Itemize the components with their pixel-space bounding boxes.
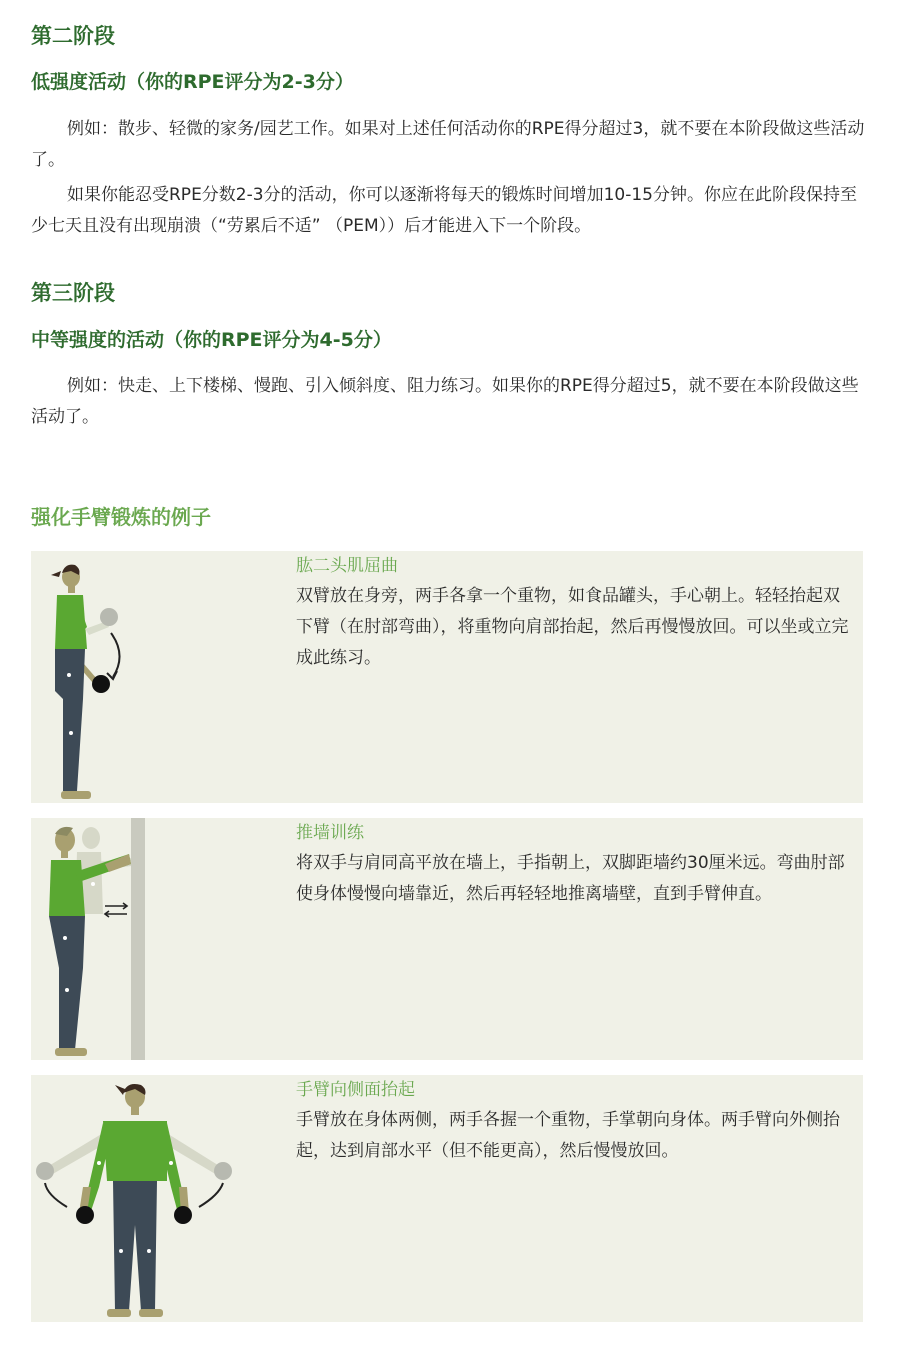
exercise-card-wall-push (31, 818, 863, 1060)
lateral-raise-figure-icon (31, 1075, 271, 1322)
stage2-heading: 第二阶段 (31, 24, 115, 48)
stage3-heading: 第三阶段 (31, 281, 115, 305)
stage2-paragraph-1: 例如：散步、轻微的家务/园艺工作。如果对上述任何活动你的RPE得分超过3，就不要在本阶段做这些活动了。 (31, 119, 865, 170)
exercise-title: 推墙训练 (296, 823, 364, 843)
stage2-subheading: 低强度活动（你的RPE评分为2-3分） (31, 71, 354, 93)
exercise-card-lateral-raise (31, 1075, 863, 1322)
arm-section-heading: 强化手臂锻炼的例子 (31, 505, 211, 529)
exercise-description: 手臂放在身体两侧，两手各握一个重物，手掌朝向身体。两手臂向外侧抬起，达到肩部水平（但不能更高），然后慢慢放回。 (296, 1110, 840, 1161)
stage3-paragraph-1: 例如：快走、上下楼梯、慢跑、引入倾斜度、阻力练习。如果你的RPE得分超过5，就不要在本阶段做这些活动了。 (31, 376, 859, 427)
wall-push-figure-icon (31, 818, 271, 1060)
bicep-curl-figure-icon (31, 551, 271, 803)
exercise-card-bicep-curl (31, 551, 863, 803)
exercise-title: 肱二头肌屈曲 (296, 556, 398, 576)
stage2-paragraph-2: 如果你能忍受RPE分数2-3分的活动，你可以逐渐将每天的锻炼时间增加10-15分钟。你应在此阶段保持至少七天且没有出现崩溃（“劳累后不适” （PEM））后才能进入下一个阶段。 (31, 185, 857, 236)
exercise-description: 双臂放在身旁，两手各拿一个重物，如食品罐头，手心朝上。轻轻抬起双下臂（在肘部弯曲），将重物向肩部抬起，然后再慢慢放回。可以坐或立完成此练习。 (296, 586, 849, 668)
stage3-subheading: 中等强度的活动（你的RPE评分为4-5分） (31, 329, 392, 351)
exercise-title: 手臂向侧面抬起 (296, 1080, 415, 1100)
exercise-description: 将双手与肩同高平放在墙上，手指朝上，双脚距墙约30厘米远。弯曲肘部使身体慢慢向墙靠近，然后再轻轻地推离墙壁，直到手臂伸直。 (296, 853, 845, 904)
